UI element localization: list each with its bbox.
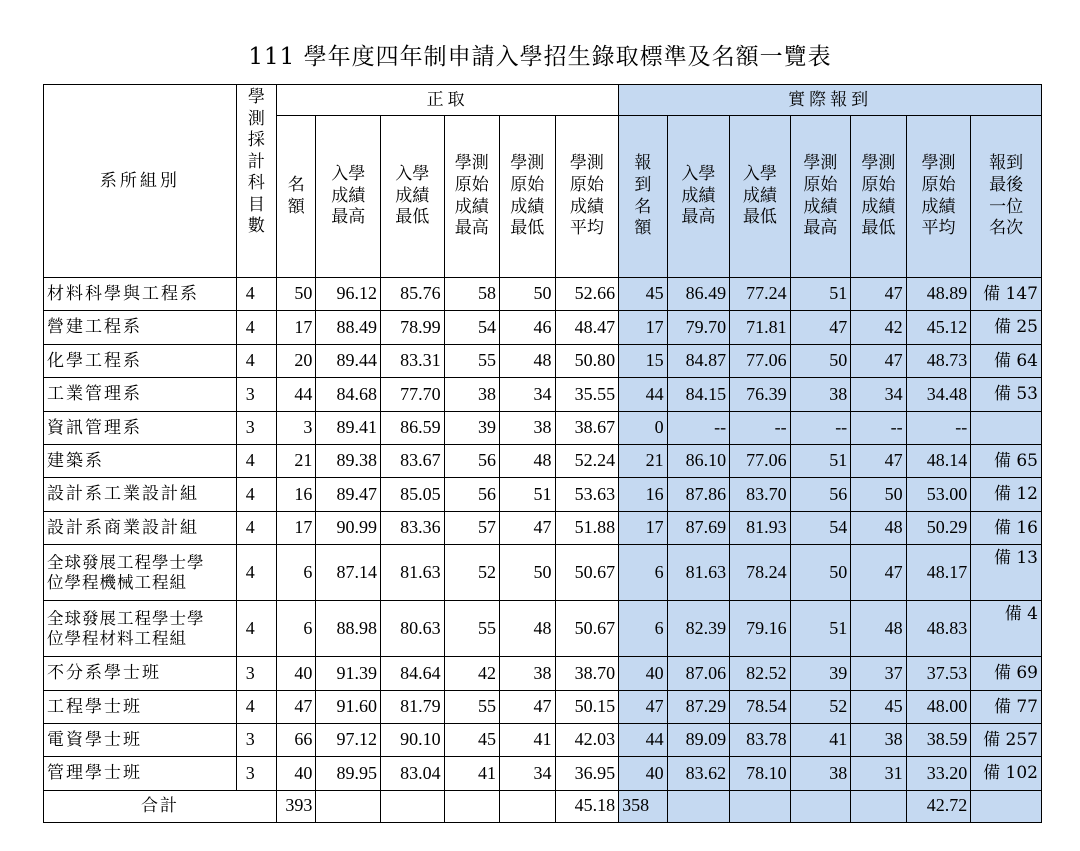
subject-count: 3 (236, 411, 276, 444)
cell-enr-gsat-min: 48 (851, 601, 906, 657)
enr-gsat-max-header: 學測 原始 成績 最高 (790, 116, 851, 278)
cell-enr: 17 (619, 311, 667, 344)
cell-quota: 17 (277, 311, 316, 344)
table-row (44, 411, 1042, 444)
cell-enr: 16 (619, 478, 667, 511)
admission-table (43, 84, 1042, 823)
cell-enr: 47 (619, 690, 667, 723)
total-enr-gsat-avg: 42.72 (906, 790, 971, 822)
dept-name: 營建工程系 (44, 311, 237, 344)
subject-count: 4 (236, 444, 276, 477)
total-gsat-avg: 45.18 (555, 790, 619, 822)
cell-adm-max: 88.49 (316, 311, 381, 344)
cell-gsat-max: 39 (444, 411, 499, 444)
cell-adm-max: 89.47 (316, 478, 381, 511)
cell-gsat-max: 56 (444, 444, 499, 477)
total-label: 合計 (44, 790, 277, 822)
cell-gsat-avg: 42.03 (555, 723, 619, 756)
cell-enr-gsat-max: 50 (790, 344, 851, 377)
cell-gsat-min: 41 (500, 723, 555, 756)
cell-enr: 21 (619, 444, 667, 477)
subject-count: 4 (236, 311, 276, 344)
cell-enr-gsat-avg: 53.00 (906, 478, 971, 511)
cell-enr-adm-max: 83.62 (667, 757, 730, 790)
table-row (44, 311, 1042, 344)
cell-enr-adm-min: 77.24 (730, 278, 791, 311)
cell-enr-adm-min: 78.10 (730, 757, 791, 790)
table-row (44, 601, 1042, 657)
cell-last-rank: 備 53 (971, 378, 1042, 411)
table-row (44, 657, 1042, 690)
cell-gsat-max: 52 (444, 545, 499, 601)
cell-enr-adm-max: 84.15 (667, 378, 730, 411)
cell-quota: 21 (277, 444, 316, 477)
cell-quota: 44 (277, 378, 316, 411)
cell-enr-gsat-avg: -- (906, 411, 971, 444)
cell-gsat-avg: 50.15 (555, 690, 619, 723)
subject-count: 4 (236, 545, 276, 601)
cell-enr-gsat-avg: 48.14 (906, 444, 971, 477)
cell-enr-gsat-min: 37 (851, 657, 906, 690)
cell-enr-adm-max: 87.86 (667, 478, 730, 511)
cell-enr-gsat-avg: 48.89 (906, 278, 971, 311)
cell-adm-max: 96.12 (316, 278, 381, 311)
dept-name: 管理學士班 (44, 757, 237, 790)
cell-enr-adm-min: 71.81 (730, 311, 791, 344)
cell-last-rank: 備 69 (971, 657, 1042, 690)
cell-enr-gsat-avg: 33.20 (906, 757, 971, 790)
cell-enr-adm-max: 86.10 (667, 444, 730, 477)
cell-last-rank: 備 4 (971, 601, 1042, 657)
table-row (44, 278, 1042, 311)
cell-enr-gsat-max: 41 (790, 723, 851, 756)
cell-gsat-min: 46 (500, 311, 555, 344)
cell-gsat-avg: 50.67 (555, 545, 619, 601)
cell-gsat-max: 41 (444, 757, 499, 790)
dept-name: 電資學士班 (44, 723, 237, 756)
cell-enr-gsat-max: -- (790, 411, 851, 444)
table-row (44, 478, 1042, 511)
cell-enr-gsat-avg: 48.83 (906, 601, 971, 657)
subject-count: 4 (236, 478, 276, 511)
dept-name: 設計系商業設計組 (44, 511, 237, 544)
cell-enr-gsat-min: 47 (851, 444, 906, 477)
cell-adm-min: 83.67 (381, 444, 445, 477)
cell-quota: 17 (277, 511, 316, 544)
cell-enr-adm-max: -- (667, 411, 730, 444)
cell-quota: 40 (277, 657, 316, 690)
cell-enr-gsat-min: 47 (851, 344, 906, 377)
cell-enr-gsat-min: 50 (851, 478, 906, 511)
table-row (44, 757, 1042, 790)
cell-gsat-avg: 50.80 (555, 344, 619, 377)
cell-enr-gsat-max: 38 (790, 378, 851, 411)
table-row (44, 511, 1042, 544)
cell-adm-max: 89.95 (316, 757, 381, 790)
cell-adm-min: 83.36 (381, 511, 445, 544)
cell-gsat-min: 50 (500, 545, 555, 601)
enr-adm-max-header: 入學 成績 最高 (667, 116, 730, 278)
subject-count: 4 (236, 511, 276, 544)
dept-name: 工程學士班 (44, 690, 237, 723)
cell-gsat-min: 51 (500, 478, 555, 511)
cell-enr-adm-max: 87.06 (667, 657, 730, 690)
cell-adm-min: 83.04 (381, 757, 445, 790)
cell-enr: 6 (619, 545, 667, 601)
cell-enr: 6 (619, 601, 667, 657)
cell-gsat-min: 48 (500, 344, 555, 377)
cell-enr: 15 (619, 344, 667, 377)
cell-gsat-avg: 52.66 (555, 278, 619, 311)
cell-adm-max: 97.12 (316, 723, 381, 756)
cell-gsat-avg: 52.24 (555, 444, 619, 477)
cell-gsat-min: 34 (500, 757, 555, 790)
cell-gsat-avg: 53.63 (555, 478, 619, 511)
quota-header: 名 額 (277, 116, 316, 278)
cell-adm-max: 89.44 (316, 344, 381, 377)
cell-enr-gsat-avg: 48.73 (906, 344, 971, 377)
subject-count: 3 (236, 657, 276, 690)
cell-enr-gsat-min: 45 (851, 690, 906, 723)
enr-gsat-min-header: 學測 原始 成績 最低 (851, 116, 906, 278)
cell-last-rank: 備 16 (971, 511, 1042, 544)
cell-enr-adm-max: 87.69 (667, 511, 730, 544)
cell-last-rank: 備 12 (971, 478, 1042, 511)
table-row (44, 378, 1042, 411)
cell-last-rank: 備 77 (971, 690, 1042, 723)
gsat-max-header: 學測 原始 成績 最高 (444, 116, 499, 278)
cell-enr-adm-max: 86.49 (667, 278, 730, 311)
dept-name: 全球發展工程學士學 位學程機械工程組 (44, 545, 237, 601)
cell-gsat-avg: 50.67 (555, 601, 619, 657)
cell-last-rank: 備 102 (971, 757, 1042, 790)
cell-quota: 66 (277, 723, 316, 756)
cell-adm-max: 87.14 (316, 545, 381, 601)
table-row (44, 344, 1042, 377)
total-row (44, 790, 1042, 822)
cell-gsat-max: 55 (444, 601, 499, 657)
cell-gsat-min: 47 (500, 690, 555, 723)
cell-enr-adm-min: 76.39 (730, 378, 791, 411)
cell-gsat-avg: 38.70 (555, 657, 619, 690)
cell-adm-min: 78.99 (381, 311, 445, 344)
cell-gsat-avg: 38.67 (555, 411, 619, 444)
cell-gsat-avg: 36.95 (555, 757, 619, 790)
cell-quota: 16 (277, 478, 316, 511)
cell-enr-gsat-max: 54 (790, 511, 851, 544)
subject-count: 4 (236, 601, 276, 657)
dept-name: 工業管理系 (44, 378, 237, 411)
cell-enr-gsat-avg: 34.48 (906, 378, 971, 411)
cell-enr-gsat-min: 47 (851, 278, 906, 311)
cell-enr: 17 (619, 511, 667, 544)
cell-last-rank: 備 257 (971, 723, 1042, 756)
cell-quota: 40 (277, 757, 316, 790)
cell-enr-gsat-avg: 37.53 (906, 657, 971, 690)
cell-enr-adm-min: 77.06 (730, 444, 791, 477)
subjects-header: 學 測 採 計 科 目 數 (236, 85, 276, 278)
dept-name: 化學工程系 (44, 344, 237, 377)
cell-enr-gsat-avg: 48.00 (906, 690, 971, 723)
enr-adm-min-header: 入學 成績 最低 (730, 116, 791, 278)
cell-enr-gsat-min: -- (851, 411, 906, 444)
enr-gsat-avg-header: 學測 原始 成績 平均 (906, 116, 971, 278)
cell-quota: 47 (277, 690, 316, 723)
cell-enr-adm-max: 87.29 (667, 690, 730, 723)
cell-enr: 44 (619, 723, 667, 756)
dept-name: 資訊管理系 (44, 411, 237, 444)
total-enrolled: 358 (619, 790, 667, 822)
cell-gsat-max: 57 (444, 511, 499, 544)
table-row (44, 690, 1042, 723)
cell-adm-min: 83.31 (381, 344, 445, 377)
cell-gsat-max: 45 (444, 723, 499, 756)
cell-gsat-min: 34 (500, 378, 555, 411)
cell-enr-gsat-max: 50 (790, 545, 851, 601)
dept-name: 不分系學士班 (44, 657, 237, 690)
cell-enr: 45 (619, 278, 667, 311)
cell-enr-adm-min: 77.06 (730, 344, 791, 377)
gsat-min-header: 學測 原始 成績 最低 (500, 116, 555, 278)
cell-adm-max: 84.68 (316, 378, 381, 411)
cell-enr-adm-min: 81.93 (730, 511, 791, 544)
cell-adm-min: 81.79 (381, 690, 445, 723)
cell-gsat-min: 47 (500, 511, 555, 544)
cell-enr-gsat-min: 38 (851, 723, 906, 756)
cell-enr-gsat-avg: 45.12 (906, 311, 971, 344)
cell-gsat-max: 54 (444, 311, 499, 344)
cell-enr: 44 (619, 378, 667, 411)
cell-enr-gsat-max: 56 (790, 478, 851, 511)
cell-gsat-max: 42 (444, 657, 499, 690)
cell-enr: 40 (619, 657, 667, 690)
table-row (44, 444, 1042, 477)
cell-last-rank: 備 25 (971, 311, 1042, 344)
cell-enr-adm-max: 82.39 (667, 601, 730, 657)
cell-adm-min: 90.10 (381, 723, 445, 756)
cell-enr-gsat-min: 42 (851, 311, 906, 344)
cell-adm-min: 77.70 (381, 378, 445, 411)
cell-gsat-min: 48 (500, 601, 555, 657)
enrolled-count-header: 報 到 名 額 (619, 116, 667, 278)
dept-header: 系所組別 (44, 85, 237, 278)
cell-enr-gsat-avg: 48.17 (906, 545, 971, 601)
cell-enr-gsat-max: 51 (790, 278, 851, 311)
cell-enr-gsat-min: 47 (851, 545, 906, 601)
cell-enr-adm-max: 84.87 (667, 344, 730, 377)
dept-name: 設計系工業設計組 (44, 478, 237, 511)
admitted-group-header: 正取 (277, 85, 619, 116)
cell-last-rank: 備 147 (971, 278, 1042, 311)
cell-last-rank: 備 65 (971, 444, 1042, 477)
cell-adm-min: 80.63 (381, 601, 445, 657)
subject-count: 4 (236, 690, 276, 723)
cell-enr-adm-max: 89.09 (667, 723, 730, 756)
cell-enr-adm-max: 79.70 (667, 311, 730, 344)
cell-enr-adm-max: 81.63 (667, 545, 730, 601)
cell-enr-gsat-min: 34 (851, 378, 906, 411)
cell-gsat-max: 58 (444, 278, 499, 311)
cell-enr-adm-min: 79.16 (730, 601, 791, 657)
cell-gsat-avg: 35.55 (555, 378, 619, 411)
table-row (44, 723, 1042, 756)
dept-name: 建築系 (44, 444, 237, 477)
cell-gsat-min: 48 (500, 444, 555, 477)
cell-adm-max: 90.99 (316, 511, 381, 544)
cell-quota: 50 (277, 278, 316, 311)
cell-enr-adm-min: 78.54 (730, 690, 791, 723)
subject-count: 4 (236, 278, 276, 311)
cell-enr-gsat-avg: 50.29 (906, 511, 971, 544)
cell-quota: 6 (277, 601, 316, 657)
cell-adm-min: 81.63 (381, 545, 445, 601)
cell-adm-max: 89.38 (316, 444, 381, 477)
total-quota: 393 (277, 790, 316, 822)
cell-enr-adm-min: -- (730, 411, 791, 444)
cell-gsat-avg: 51.88 (555, 511, 619, 544)
last-rank-header: 報到 最後 一位 名次 (971, 116, 1042, 278)
table-row (44, 545, 1042, 601)
cell-gsat-avg: 48.47 (555, 311, 619, 344)
cell-adm-max: 91.39 (316, 657, 381, 690)
cell-gsat-max: 55 (444, 344, 499, 377)
cell-enr: 40 (619, 757, 667, 790)
cell-adm-min: 86.59 (381, 411, 445, 444)
cell-gsat-max: 55 (444, 690, 499, 723)
cell-adm-min: 84.64 (381, 657, 445, 690)
cell-enr-adm-min: 78.24 (730, 545, 791, 601)
cell-gsat-min: 38 (500, 411, 555, 444)
enrolled-group-header: 實際報到 (619, 85, 1042, 116)
subject-count: 3 (236, 723, 276, 756)
cell-enr-gsat-max: 39 (790, 657, 851, 690)
adm-min-header: 入學 成績 最低 (381, 116, 445, 278)
cell-last-rank: 備 13 (971, 545, 1042, 601)
cell-quota: 3 (277, 411, 316, 444)
cell-last-rank (971, 411, 1042, 444)
cell-quota: 20 (277, 344, 316, 377)
cell-gsat-min: 38 (500, 657, 555, 690)
cell-enr-gsat-min: 48 (851, 511, 906, 544)
cell-quota: 6 (277, 545, 316, 601)
cell-adm-max: 89.41 (316, 411, 381, 444)
dept-name: 全球發展工程學士學 位學程材料工程組 (44, 601, 237, 657)
cell-adm-min: 85.05 (381, 478, 445, 511)
cell-enr-gsat-min: 31 (851, 757, 906, 790)
dept-name: 材料科學與工程系 (44, 278, 237, 311)
cell-enr-adm-min: 83.70 (730, 478, 791, 511)
gsat-avg-header: 學測 原始 成績 平均 (555, 116, 619, 278)
cell-gsat-max: 56 (444, 478, 499, 511)
page-title: 111 學年度四年制申請入學招生錄取標準及名額一覽表 (248, 44, 832, 70)
subject-count: 3 (236, 378, 276, 411)
cell-adm-max: 88.98 (316, 601, 381, 657)
cell-adm-min: 85.76 (381, 278, 445, 311)
cell-enr: 0 (619, 411, 667, 444)
cell-gsat-max: 38 (444, 378, 499, 411)
adm-max-header: 入學 成績 最高 (316, 116, 381, 278)
cell-last-rank: 備 64 (971, 344, 1042, 377)
cell-enr-adm-min: 83.78 (730, 723, 791, 756)
cell-gsat-min: 50 (500, 278, 555, 311)
cell-enr-gsat-max: 52 (790, 690, 851, 723)
subject-count: 4 (236, 344, 276, 377)
cell-enr-gsat-max: 51 (790, 601, 851, 657)
subject-count: 3 (236, 757, 276, 790)
cell-adm-max: 91.60 (316, 690, 381, 723)
cell-enr-gsat-max: 47 (790, 311, 851, 344)
cell-enr-adm-min: 82.52 (730, 657, 791, 690)
cell-enr-gsat-max: 38 (790, 757, 851, 790)
cell-enr-gsat-max: 51 (790, 444, 851, 477)
cell-enr-gsat-avg: 38.59 (906, 723, 971, 756)
